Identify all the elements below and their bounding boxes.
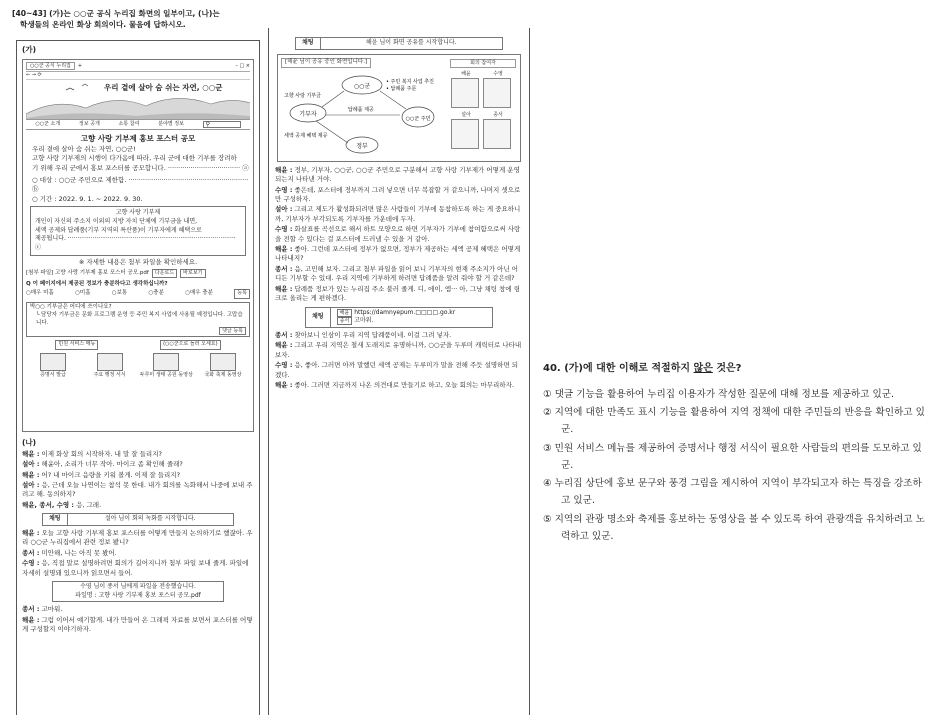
dialogue-line: 수영 : 응, 직접 말로 설명하려면 회의가 길어지니까 첨부 파일 보내 줄게. 파일에 자세히 설명돼 있으니까 읽으면서 들어. xyxy=(22,559,249,577)
dialogue-line: 수영 : 좋은데, 포스터에 정부까지 그려 넣으면 너무 복잡할 거 같으니까, 나머지 셋으로만 구성하자. xyxy=(275,185,521,203)
column-1 xyxy=(16,40,260,715)
chat-file-message: 수영 님이 종서 님에게 파일을 전송했습니다. 파일명 : 고향 사랑 기부제 홍보 포스터 공모.pdf xyxy=(75,583,201,599)
chat-label: 채팅 xyxy=(306,308,331,327)
survey-opt-1[interactable]: ○매우 미흡 xyxy=(26,290,54,296)
node-gun: ○○군 xyxy=(353,82,371,90)
node-resident: ○○군 주민 xyxy=(405,115,431,122)
crane-video-label: 두루미 생태 공원 동영상 xyxy=(139,371,193,378)
browser-window xyxy=(22,59,254,432)
nav-item-sector[interactable]: 분야별 정보 xyxy=(158,120,184,127)
comment-question: 박○○ 기부금은 어디에 쓰이나요? xyxy=(30,303,112,310)
menu-headers xyxy=(26,340,250,349)
dialogue-line: 종서 : 미안해, 나는 아직 못 봤어. xyxy=(22,548,117,557)
detail-note: ※ 자세한 내용은 첨부 파일을 확인하세요. xyxy=(78,257,198,266)
question-40-title: 40. (가)에 대한 이해로 적절하지 않은 것은? xyxy=(543,363,742,374)
dialogue-line: 설아 : 해윤아, 소리가 너무 작아. 마이크 좀 확인해 줄래? xyxy=(22,460,183,469)
dialogue-col2 xyxy=(275,166,523,391)
option-2[interactable]: ② 지역에 대한 만족도 표시 기능을 활용하여 지역 정책에 대한 주민들의 반응을 확인하고 있군. xyxy=(543,407,925,436)
header-line-1: [40~43] (가)는 ○○군 공식 누리집 화면의 일부이고, (나)는 xyxy=(12,9,220,18)
dialogue-line: 해윤, 종서, 수영 : 응, 그래. xyxy=(22,500,102,509)
dialogue-line: 해윤 : 답례품 정보가 있는 누리집 주소 불러 줄게. 디, 에이, 엠··· 아, 그냥 채팅 창에 링크로 올리는 게 편하겠다. xyxy=(275,284,520,303)
info-box xyxy=(30,206,246,255)
dialogue-line: 수영 : 화살표를 곡선으로 해서 하트 모양으로 하면 기부자가 기부에 참여함으로써 사랑을 전할 수 있다는 걸 포스터에 드러낼 수 있을 거 같아. xyxy=(275,225,521,243)
avatar xyxy=(451,78,479,108)
dialogue-line: 해윤 : 오늘 고향 사랑 기부제 홍보 포스터를 어떻게 만들지 논의하기로 했잖아. 우리 ○○군 누리집에서 관련 정보 봤니? xyxy=(22,528,253,547)
video-camera-icon xyxy=(210,353,236,371)
shared-screen xyxy=(277,54,521,162)
column-2 xyxy=(268,28,530,715)
avatar xyxy=(451,119,479,149)
participants-panel xyxy=(450,59,516,151)
browser-tabbar xyxy=(26,62,250,72)
target-line: ○ 대상 : ○○군 주민으로 제한함. ·························································· ⓑ xyxy=(32,176,249,194)
dialogue-line: 해윤 : 정부, 기부자, ○○군, ○○군 주민으로 구분해서 고향 사랑 기부제가 어떻게 운영되는지 나타낸 거야. xyxy=(275,165,520,184)
document-icon xyxy=(97,353,123,371)
comment-submit-button[interactable]: 댓글 등록 xyxy=(219,327,246,335)
chat-link[interactable]: https://damnyepum.□□□□.go.kr xyxy=(354,308,456,316)
label-reward: 답례품 제공 xyxy=(348,106,374,113)
intro-line-3: 기 위해 우리 군에서 홍보 포스터를 공모합니다. ··································· ⓐ xyxy=(32,163,249,172)
festival-video-menu[interactable] xyxy=(196,353,250,379)
dialogue-line: 종서 : 찾아보니 인삼이 우리 지역 답례품이네. 이걸 그려 넣자. xyxy=(275,330,452,339)
question-set-header xyxy=(12,8,262,31)
dialogue-line: 설아 : 그리고 제도가 활성화되려면 많은 사람들이 기부에 동참하도록 하는 게 중요하니까, 기부자가 부각되도록 기부자를 가운데에 두자. xyxy=(275,205,521,223)
comment-box xyxy=(26,302,250,338)
avatar xyxy=(483,119,511,149)
label-note-1: • 주민 복지 사업 추진 xyxy=(386,78,434,85)
chat-message: 설아 님이 회의 녹화를 시작합니다. xyxy=(104,515,196,523)
donation-diagram xyxy=(282,69,462,159)
menu-icons xyxy=(26,353,250,379)
browser-urlbar[interactable]: ← → ⟳ xyxy=(26,72,250,80)
chat-message: 해윤 님이 화면 공유를 시작합니다. xyxy=(365,39,457,46)
label-note-2: • 답례품 주문 xyxy=(386,85,417,92)
chat-box-link xyxy=(305,307,493,328)
question-40 xyxy=(543,362,928,548)
label-hometown: 고향 사랑 기부금 xyxy=(284,92,321,99)
site-banner xyxy=(26,80,250,120)
printer-icon xyxy=(40,353,66,371)
window-controls-icon[interactable]: – □ × xyxy=(235,62,250,69)
intro-line-2: 고향 사랑 기부제의 시행이 다가옴에 따라, 우리 군에 대한 기부를 장려하 xyxy=(32,154,237,163)
info-box-line-3: 제공됩니다. ························································································ ⓒ xyxy=(35,235,236,252)
poster-title: 고향 사랑 기부제 홍보 포스터 공모 xyxy=(80,133,196,143)
dialogue-line: 해윤 : 그럼 이어서 얘기할게. 내가 만들어 온 그래픽 자료를 보면서 포스터를 어떻게 구성할지 이야기하자. xyxy=(22,615,253,634)
intro-line-1: 우리 곁에 살아 숨 쉬는 자연, ○○군! xyxy=(32,144,136,153)
view-button[interactable]: 바로보기 xyxy=(180,269,205,278)
tour-menu-label: (○○군으로 놀러 오세요) xyxy=(160,340,220,349)
survey-options xyxy=(26,289,250,298)
dialogue-line: 해윤 : 그리고 우리 지역은 철새 도래지로 유명하니까, ○○군을 두루미 캐릭터로 나타내 보자. xyxy=(275,341,522,359)
avatar xyxy=(483,78,511,108)
option-5[interactable]: ⑤ 지역의 관광 명소와 축제를 홍보하는 동영상을 볼 수 있도록 하여 관광객을 유치하려고 노력하고 있군. xyxy=(543,513,925,542)
crane-video-menu[interactable] xyxy=(139,353,193,379)
forms-menu[interactable] xyxy=(83,353,137,379)
survey-opt-4[interactable]: ○충분 xyxy=(148,290,164,296)
participant-tile: 설아 xyxy=(451,112,481,149)
search-input[interactable] xyxy=(203,121,241,128)
dialogue-line: 해윤 : 좋아. 그러면 지금까지 나온 의견대로 만들기로 하고, 오늘 회의는 마무리하자. xyxy=(275,381,514,390)
civil-service-menu-label: 민원 서비스 메뉴 xyxy=(55,340,98,349)
certificate-label: 증명서 발급 xyxy=(40,371,66,378)
dialogue-line: 해윤 : 이제 화상 회의 시작하자. 내 말 잘 들리지? xyxy=(22,449,162,458)
option-1[interactable]: ① 댓글 기능을 활용하여 누리집 이용자가 작성한 질문에 대해 정보를 제공하고 있군. xyxy=(543,388,895,400)
shared-screen-title: [해윤 님이 공유 중인 화면입니다.] xyxy=(281,58,371,68)
chat-box-file xyxy=(52,581,224,602)
survey-question xyxy=(26,281,250,289)
node-donor: 기부자 xyxy=(299,110,317,118)
dialogue-line: 수영 : 응, 좋아. 그러면 아까 말했던 세액 공제는 두루미가 말을 전해 주듯 설명하면 되겠다. xyxy=(275,361,519,379)
info-box-title: 고향 사랑 기부제 xyxy=(115,209,161,217)
info-box-line-1: 개인이 자신의 주소지 이외의 지방 자치 단체에 기부금을 내면, xyxy=(35,217,198,225)
header-line-2: 학생들의 온라인 화상 회의이다. 물음에 답하시오. xyxy=(20,20,186,30)
attachment-row xyxy=(26,269,250,278)
dialogue-line: 해윤 : 좋아. 그런데 포스터에 정부가 없으면, 정부가 제공하는 세액 공제 혜택은 어떻게 나타내지? xyxy=(275,245,521,263)
survey-q-text: Q 이 페이지에서 제공된 정보가 충분하다고 생각하십니까? xyxy=(26,281,168,288)
chat-box-share xyxy=(295,37,503,50)
camera-icon xyxy=(153,353,179,371)
download-button[interactable]: 다운로드 xyxy=(152,269,177,278)
survey-opt-3[interactable]: ○보통 xyxy=(111,290,128,296)
attachment-link[interactable]: [첨부 파일] 고향 사랑 기부제 홍보 포스터 공모.pdf xyxy=(26,269,149,276)
participants-title: 회의 참여자 xyxy=(450,59,516,68)
festival-video-label: 국화 축제 동영상 xyxy=(204,371,242,378)
dialogue-line: 해윤 : 어? 내 마이크 음량을 키워 볼게. 이제 잘 들리지? xyxy=(22,470,181,479)
section-na-label: (나) xyxy=(22,437,37,447)
survey-opt-2[interactable]: ○미흡 xyxy=(75,290,91,296)
chat-label: 채팅 xyxy=(296,38,321,49)
survey-submit-button[interactable]: 등록 xyxy=(234,289,250,298)
participant-tile: 해윤 xyxy=(451,71,481,108)
info-box-line-2: 세액 공제와 답례품(기부 지역의 특산품)이 기부자에게 혜택으로 xyxy=(35,226,202,234)
search-icon: ⚲ xyxy=(205,120,211,128)
node-gov: 정부 xyxy=(356,142,368,150)
chat-messages: 해윤 https://damnyepum.□□□□.go.kr 종서 고마워. xyxy=(331,308,492,327)
chat-box-recording xyxy=(42,513,234,526)
participant-tile: 수영 xyxy=(483,71,513,108)
nav-item-about[interactable]: ○○군 소개 xyxy=(35,120,61,127)
nav-item-participation[interactable]: 소통 참여 xyxy=(118,120,140,127)
period-line: ○ 기간 : 2022. 9. 1. ~ 2022. 9. 30. xyxy=(32,194,143,203)
dialogue-line: 설아 : 응, 근데 오늘 나연이는 참석 못 한대. 내가 회의를 녹화해서 나중에 보내 주려고 해. 동의하지? xyxy=(22,481,253,499)
banner-title: 우리 곁에 살아 숨 쉬는 자연, ○○군 xyxy=(104,82,223,92)
new-tab-icon[interactable]: + xyxy=(77,62,83,69)
forms-label: 주요 행정 서식 xyxy=(93,371,126,378)
dialogue-line: 종서 : 음, 고민해 보자. 그리고 첨부 파일을 읽어 보니 기부자의 현재 주소지가 아닌 어디든 기부할 수 있대. 우리 지역에 기부하게 하려면 답례품을 알려 줘야 할 거 같은데? xyxy=(275,264,519,283)
nav-item-info[interactable]: 정보 공개 xyxy=(78,120,100,127)
label-tax: 세액 공제 혜택 제공 xyxy=(284,132,328,139)
option-3[interactable]: ③ 민원 서비스 메뉴를 제공하여 증명서나 행정 서식이 필요한 사람들의 편의를 도모하고 있군. xyxy=(543,442,922,471)
option-4[interactable]: ④ 누리집 상단에 홍보 문구와 풍경 그림을 제시하여 지역이 부각되고자 하는 특징을 강조하고 있군. xyxy=(543,478,922,507)
dialogue-line: 종서 : 고마워. xyxy=(22,605,63,614)
chat-label: 채팅 xyxy=(43,514,68,525)
participant-tile: 종서 xyxy=(483,112,513,149)
browser-tab[interactable]: ○○군 공식 누리집 xyxy=(26,62,75,70)
comment-answer: └ 담당자 기부금은 문화 프로그램 운영 등 주민 복지 사업에 사용될 예정입니다. 고맙습니다. xyxy=(36,311,243,326)
dialogue-na xyxy=(22,438,254,635)
site-nav xyxy=(26,120,250,130)
section-ga-label: (가) xyxy=(22,45,37,54)
certificate-menu[interactable] xyxy=(26,353,80,379)
survey-opt-5[interactable]: ○매우 충분 xyxy=(185,290,213,296)
